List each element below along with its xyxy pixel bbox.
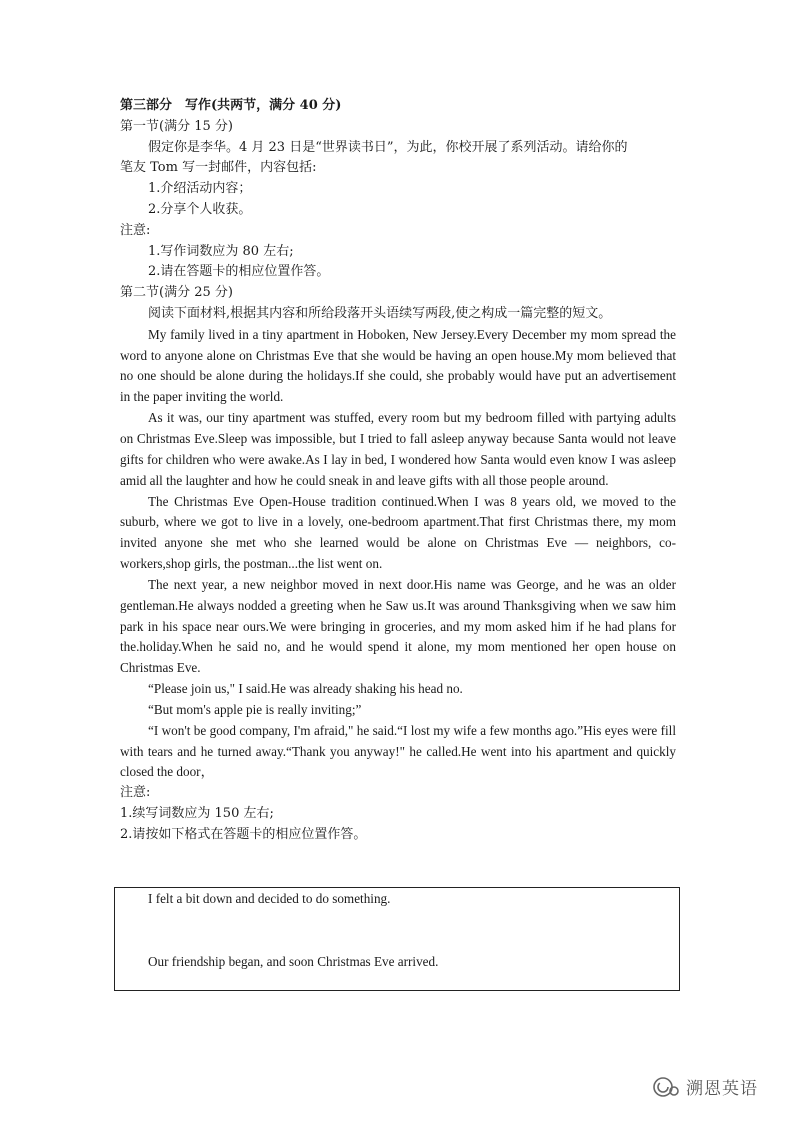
continuation-opening-2: Our friendship began, and soon Christmas Eve arrived. <box>148 954 439 969</box>
answer-format-box <box>114 887 680 991</box>
section1-note-1: 1.写作词数应为 80 左右; <box>148 243 294 259</box>
watermark <box>652 1074 758 1099</box>
story-paragraph-1: My family lived in a tiny apartment in Hoboken, New Jersey.Every December my mom spread the word to anyone alone on Christmas Eve that she would be having an open house.My mom believed that no one should be alone during the holidays.If she could, she probably would have put an advertisement in the paper inviting the world. <box>120 326 676 405</box>
section1-title: 第一节(满分 15 分) <box>120 118 233 134</box>
section1-point-2: 2.分享个人收获。 <box>148 201 252 217</box>
section1-note-2: 2.请在答题卡的相应位置作答。 <box>148 264 330 280</box>
section2-note-1: 1.续写词数应为 150 左右; <box>120 806 274 822</box>
section1-notes-label: 注意: <box>120 222 151 238</box>
story-paragraph-5: “I won't be good company, I'm afraid," he said.“I lost my wife a few months ago.”His eyes were fill with tears and he turned away.“Thank you anyway!" he called.He went into his apartment and quickly closed the door， <box>120 722 676 780</box>
wechat-official-account-icon <box>652 1076 680 1098</box>
section2-title: 第二节(满分 25 分) <box>120 285 233 301</box>
story-quote-2: “But mom's apple pie is really inviting;” <box>148 701 362 717</box>
section1-point-1: 1.介绍活动内容； <box>148 181 252 197</box>
watermark-text: 溯恩英语 <box>686 1079 758 1099</box>
section2-note-2: 2.请按如下格式在答题卡的相应位置作答。 <box>120 826 367 842</box>
part-title: 第三部分 写作(共两节，满分 40 分) <box>120 98 342 113</box>
section1-prompt-line2: 笔友 Tom 写一封邮件，内容包括: <box>120 160 317 176</box>
story-paragraph-4: The next year, a new neighbor moved in next door.His name was George, and he was an older gentleman.He always nodded a greeting when he Saw us.It was around Thanksgiving when we saw him park in his space near ours.We were bringing in groceries, and my mom asked him if he had plans for the.holiday.When he said no, and he would spend it alone, my mom mentioned her open house on Christmas Eve. <box>120 576 676 676</box>
section2-notes-label: 注意: <box>120 785 151 801</box>
continuation-opening-1: I felt a bit down and decided to do something. <box>148 891 391 906</box>
story-paragraph-3: The Christmas Eve Open-House tradition continued.When I was 8 years old, we moved to the suburb, where we got to live in a lovely, one-bedroom apartment.That first Christmas there, my mom invited anyone she met who she learned would be alone on Christmas Eve — neighbors, co-workers,shop girls, the postman...the list went on. <box>120 493 676 572</box>
story-quote-1: “Please join us," I said.He was already shaking his head no. <box>148 681 463 697</box>
section1-prompt-line1: 假定你是李华。4 月 23 日是“世界读书日”，为此，你校开展了系列活动。请给你的 <box>148 139 628 155</box>
section2-instruction: 阅读下面材料,根据其内容和所给段落开头语续写两段,使之构成一篇完整的短文。 <box>148 305 612 321</box>
writing-section <box>120 96 676 846</box>
story-paragraph-2: As it was, our tiny apartment was stuffed, every room but my bedroom filled with partying adults on Christmas Eve.Sleep was impossible, but I tried to fall asleep anyway because Santa would not leave gifts for children who were awake.As I lay in bed, I wondered how Santa would even know I was asleep amid all the laughter and how he could sneak in and leave gifts with all those people around. <box>120 410 676 488</box>
